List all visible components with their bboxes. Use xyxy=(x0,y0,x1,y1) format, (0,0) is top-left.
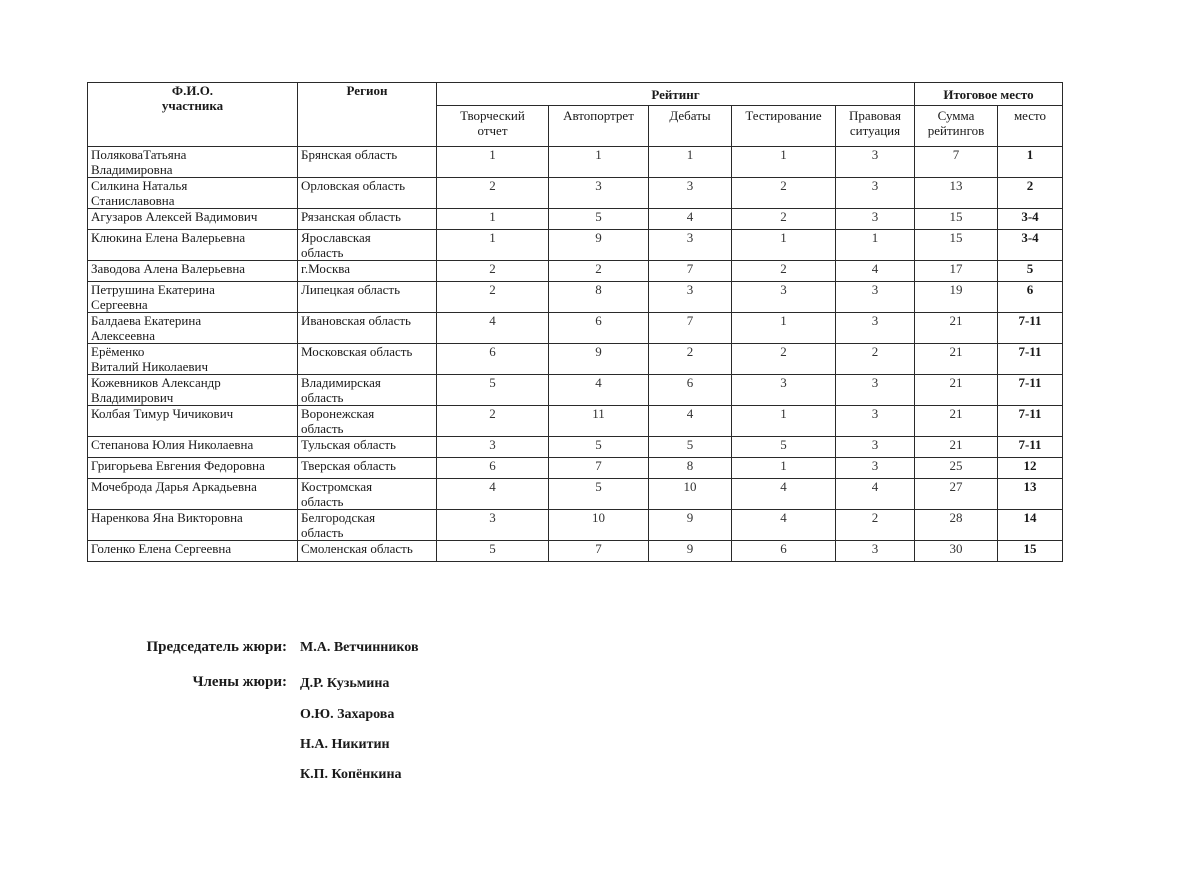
score-selfportrait: 7 xyxy=(549,458,649,479)
score-selfportrait: 3 xyxy=(549,178,649,209)
score-selfportrait: 11 xyxy=(549,406,649,437)
participant-name: Кожевников Александр Владимирович xyxy=(88,375,298,406)
participant-region: Ярославская область xyxy=(298,230,437,261)
participant-region: Липецкая область xyxy=(298,282,437,313)
participant-region: г.Москва xyxy=(298,261,437,282)
jury-chair-name: М.А. Ветчинников xyxy=(300,640,419,655)
score-selfportrait: 4 xyxy=(549,375,649,406)
score-legal: 1 xyxy=(836,230,915,261)
score-creative: 2 xyxy=(437,261,549,282)
score-creative: 6 xyxy=(437,344,549,375)
header-region: Регион xyxy=(298,83,437,147)
score-legal: 4 xyxy=(836,479,915,510)
table-row xyxy=(88,479,1063,510)
final-place: 7-11 xyxy=(998,344,1063,375)
participant-name: Григорьева Евгения Федоровна xyxy=(88,458,298,479)
score-sum: 30 xyxy=(915,541,998,562)
score-testing: 4 xyxy=(732,510,836,541)
score-debates: 9 xyxy=(649,510,732,541)
participant-name: Заводова Алена Валерьевна xyxy=(88,261,298,282)
score-legal: 3 xyxy=(836,437,915,458)
participant-region: Тверская область xyxy=(298,458,437,479)
score-testing: 1 xyxy=(732,458,836,479)
score-testing: 2 xyxy=(732,209,836,230)
participant-name: Степанова Юлия Николаевна xyxy=(88,437,298,458)
score-sum: 21 xyxy=(915,313,998,344)
score-sum: 19 xyxy=(915,282,998,313)
participant-region: Смоленская область xyxy=(298,541,437,562)
participant-region: Владимирская область xyxy=(298,375,437,406)
score-testing: 2 xyxy=(732,261,836,282)
table-row xyxy=(88,230,1063,261)
score-creative: 2 xyxy=(437,282,549,313)
score-legal: 3 xyxy=(836,313,915,344)
score-creative: 4 xyxy=(437,313,549,344)
participant-name: Клюкина Елена Валерьевна xyxy=(88,230,298,261)
score-selfportrait: 9 xyxy=(549,230,649,261)
score-testing: 2 xyxy=(732,178,836,209)
participant-name: Агузаров Алексей Вадимович xyxy=(88,209,298,230)
final-place: 6 xyxy=(998,282,1063,313)
final-place: 13 xyxy=(998,479,1063,510)
participant-region: Рязанская область xyxy=(298,209,437,230)
table-row xyxy=(88,458,1063,479)
score-testing: 2 xyxy=(732,344,836,375)
jury-members-label: Члены жюри: xyxy=(192,674,287,690)
score-sum: 21 xyxy=(915,437,998,458)
score-creative: 1 xyxy=(437,230,549,261)
table-row xyxy=(88,375,1063,406)
score-debates: 10 xyxy=(649,479,732,510)
final-place: 1 xyxy=(998,147,1063,178)
score-debates: 4 xyxy=(649,209,732,230)
score-legal: 3 xyxy=(836,209,915,230)
score-testing: 1 xyxy=(732,230,836,261)
table-row xyxy=(88,406,1063,437)
final-place: 3-4 xyxy=(998,230,1063,261)
score-testing: 1 xyxy=(732,313,836,344)
score-sum: 21 xyxy=(915,375,998,406)
final-place: 5 xyxy=(998,261,1063,282)
score-selfportrait: 5 xyxy=(549,437,649,458)
final-place: 7-11 xyxy=(998,437,1063,458)
score-creative: 4 xyxy=(437,479,549,510)
score-legal: 2 xyxy=(836,344,915,375)
header-fio: Ф.И.О. участника xyxy=(88,83,298,147)
score-selfportrait: 8 xyxy=(549,282,649,313)
score-debates: 7 xyxy=(649,261,732,282)
score-legal: 3 xyxy=(836,406,915,437)
score-debates: 5 xyxy=(649,437,732,458)
score-legal: 3 xyxy=(836,541,915,562)
score-debates: 3 xyxy=(649,178,732,209)
participant-region: Брянская область xyxy=(298,147,437,178)
final-place: 12 xyxy=(998,458,1063,479)
score-sum: 25 xyxy=(915,458,998,479)
score-testing: 1 xyxy=(732,147,836,178)
participant-name: Колбая Тимур Чичикович xyxy=(88,406,298,437)
participant-region: Ивановская область xyxy=(298,313,437,344)
score-legal: 3 xyxy=(836,282,915,313)
score-sum: 27 xyxy=(915,479,998,510)
participant-name: Наренкова Яна Викторовна xyxy=(88,510,298,541)
score-creative: 5 xyxy=(437,541,549,562)
final-place: 7-11 xyxy=(998,406,1063,437)
table-row xyxy=(88,437,1063,458)
score-testing: 4 xyxy=(732,479,836,510)
score-sum: 21 xyxy=(915,406,998,437)
score-debates: 9 xyxy=(649,541,732,562)
score-debates: 3 xyxy=(649,230,732,261)
score-testing: 6 xyxy=(732,541,836,562)
header-sum: Сумма рейтингов xyxy=(915,106,998,147)
score-debates: 3 xyxy=(649,282,732,313)
score-selfportrait: 7 xyxy=(549,541,649,562)
jury-member: К.П. Копёнкина xyxy=(300,767,402,782)
jury-chair-label: Председатель жюри: xyxy=(146,639,287,655)
table-row xyxy=(88,344,1063,375)
score-selfportrait: 9 xyxy=(549,344,649,375)
table-row xyxy=(88,313,1063,344)
score-sum: 15 xyxy=(915,209,998,230)
participant-region: Орловская область xyxy=(298,178,437,209)
participant-region: Воронежская область xyxy=(298,406,437,437)
header-testing: Тестирование xyxy=(732,106,836,147)
final-place: 7-11 xyxy=(998,313,1063,344)
final-place: 3-4 xyxy=(998,209,1063,230)
participant-name: Мочеброда Дарья Аркадьевна xyxy=(88,479,298,510)
score-sum: 21 xyxy=(915,344,998,375)
header-debates: Дебаты xyxy=(649,106,732,147)
score-legal: 2 xyxy=(836,510,915,541)
score-legal: 4 xyxy=(836,261,915,282)
score-sum: 15 xyxy=(915,230,998,261)
participant-name: Балдаева Екатерина Алексеевна xyxy=(88,313,298,344)
score-legal: 3 xyxy=(836,147,915,178)
header-selfportrait: Автопортрет xyxy=(549,106,649,147)
score-selfportrait: 2 xyxy=(549,261,649,282)
score-debates: 6 xyxy=(649,375,732,406)
participant-name: Голенко Елена Сергеевна xyxy=(88,541,298,562)
table-row xyxy=(88,147,1063,178)
participant-region: Тульская область xyxy=(298,437,437,458)
score-debates: 2 xyxy=(649,344,732,375)
score-sum: 13 xyxy=(915,178,998,209)
jury-member: Д.Р. Кузьмина xyxy=(300,676,390,691)
score-creative: 3 xyxy=(437,510,549,541)
participant-region: Костромская область xyxy=(298,479,437,510)
score-testing: 5 xyxy=(732,437,836,458)
score-creative: 2 xyxy=(437,178,549,209)
header-legal: Правовая ситуация xyxy=(836,106,915,147)
score-debates: 1 xyxy=(649,147,732,178)
score-creative: 2 xyxy=(437,406,549,437)
score-creative: 3 xyxy=(437,437,549,458)
table-row xyxy=(88,209,1063,230)
header-creative: Творческий отчет xyxy=(437,106,549,147)
header-final: Итоговое место xyxy=(915,83,1063,106)
participant-name: Петрушина Екатерина Сергеевна xyxy=(88,282,298,313)
table-row xyxy=(88,178,1063,209)
score-selfportrait: 6 xyxy=(549,313,649,344)
score-creative: 6 xyxy=(437,458,549,479)
score-creative: 1 xyxy=(437,147,549,178)
score-selfportrait: 10 xyxy=(549,510,649,541)
score-testing: 1 xyxy=(732,406,836,437)
score-selfportrait: 5 xyxy=(549,479,649,510)
score-testing: 3 xyxy=(732,282,836,313)
table-row xyxy=(88,261,1063,282)
score-selfportrait: 5 xyxy=(549,209,649,230)
jury-member: О.Ю. Захарова xyxy=(300,707,395,722)
score-selfportrait: 1 xyxy=(549,147,649,178)
jury-member: Н.А. Никитин xyxy=(300,737,390,752)
score-legal: 3 xyxy=(836,458,915,479)
participant-name: Силкина Наталья Станиславовна xyxy=(88,178,298,209)
final-place: 15 xyxy=(998,541,1063,562)
header-rating: Рейтинг xyxy=(437,83,915,106)
participant-name: ПоляковаТатьяна Владимировна xyxy=(88,147,298,178)
score-sum: 28 xyxy=(915,510,998,541)
table-row xyxy=(88,282,1063,313)
score-creative: 1 xyxy=(437,209,549,230)
participant-region: Белгородская область xyxy=(298,510,437,541)
score-creative: 5 xyxy=(437,375,549,406)
participant-name: Ерёменко Виталий Николаевич xyxy=(88,344,298,375)
final-place: 14 xyxy=(998,510,1063,541)
final-place: 7-11 xyxy=(998,375,1063,406)
table-row xyxy=(88,541,1063,562)
results-table xyxy=(87,82,1063,562)
score-debates: 4 xyxy=(649,406,732,437)
final-place: 2 xyxy=(998,178,1063,209)
score-debates: 7 xyxy=(649,313,732,344)
participant-region: Московская область xyxy=(298,344,437,375)
score-legal: 3 xyxy=(836,178,915,209)
header-place: место xyxy=(998,106,1063,147)
score-legal: 3 xyxy=(836,375,915,406)
score-debates: 8 xyxy=(649,458,732,479)
score-sum: 7 xyxy=(915,147,998,178)
score-testing: 3 xyxy=(732,375,836,406)
score-sum: 17 xyxy=(915,261,998,282)
table-row xyxy=(88,510,1063,541)
